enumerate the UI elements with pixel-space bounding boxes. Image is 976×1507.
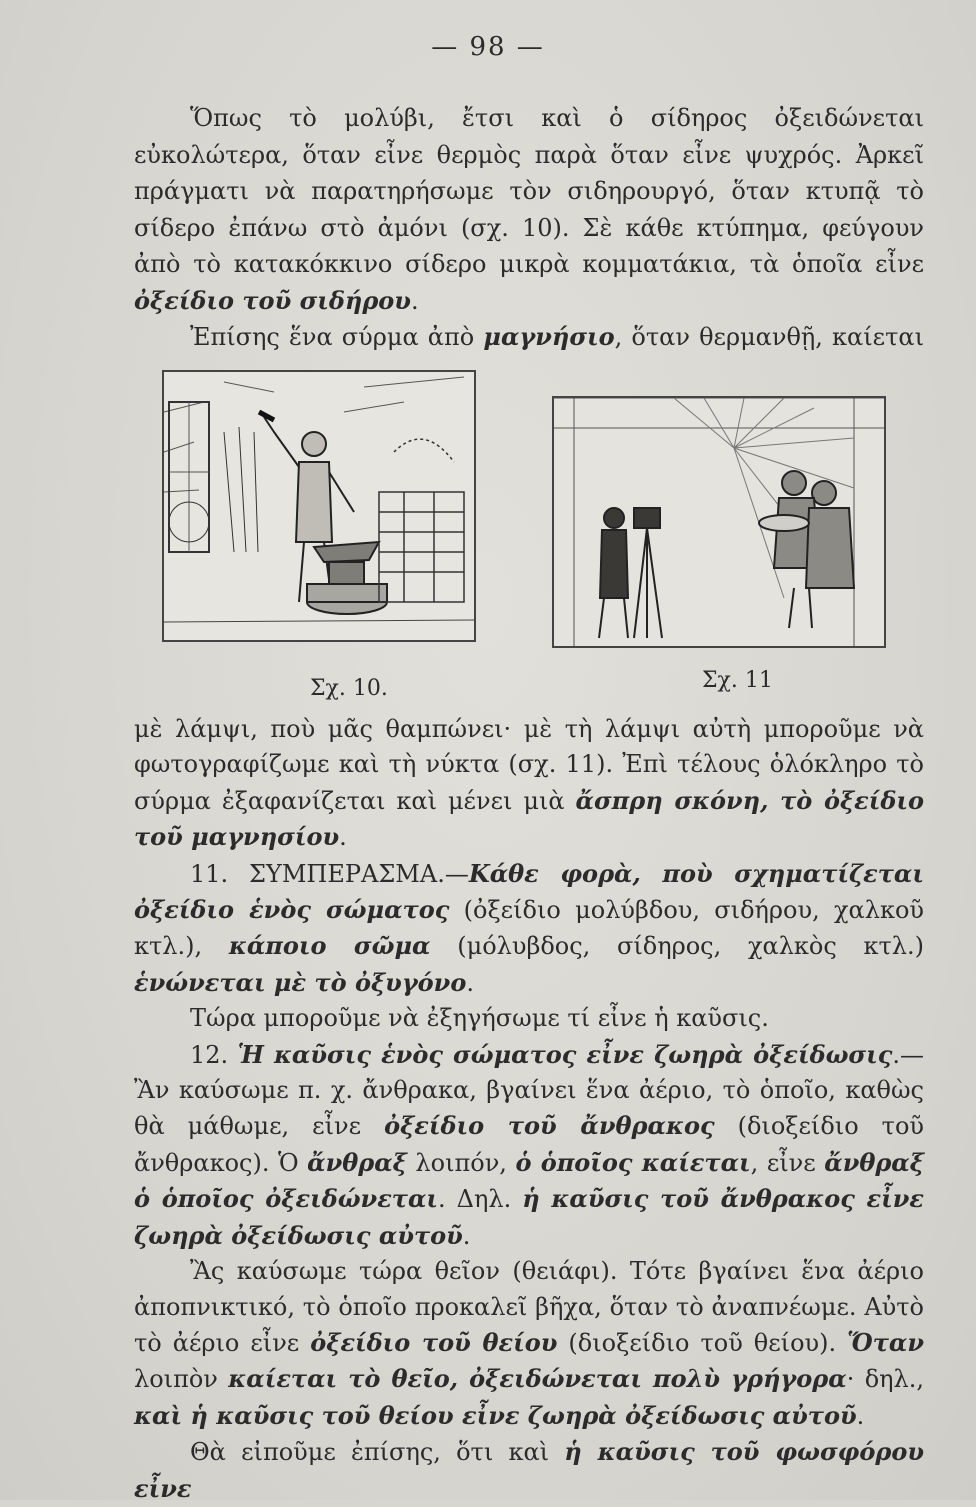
paragraph-phosphorus: Θὰ εἰποῦμε ἐπίσης, ὅτι καὶ ἡ καῦσις τοῦ φωσφόρου εἶνε <box>134 1437 924 1503</box>
emphasis-iron-oxide: ὀξείδιο τοῦ σιδήρου <box>134 285 411 315</box>
section-12-number: 12. <box>190 1040 238 1069</box>
blacksmith-drawing <box>164 372 474 640</box>
figure-11-caption: Σχ. 11 <box>702 668 773 693</box>
flash-photo-drawing <box>554 398 884 646</box>
paragraph-combustion-definition: 12. Ἡ καῦσις ἑνὸς σώματος εἶνε ζωηρὰ ὀξείδωσις.—Ἂν καύσωμε π. χ. ἄνθρακα, βγαίνει ἕνα ἀέριο, τὸ ὁποῖο, καθὼς θὰ μάθωμε, εἶνε ὀξείδιο τοῦ ἄνθρακος (διοξείδιο τοῦ ἄνθρακος). Ὁ ἄνθραξ λοιπόν, ὁ ὁποῖος καίεται, εἶνε ἄνθραξ ὁ ὁποῖος ὀξειδώνεται. Δηλ. ἡ καῦσις τοῦ ἄνθρακος εἶνε ζωηρὰ ὀξείδωσις αὐτοῦ. <box>134 1039 924 1250</box>
figure-10-blacksmith-illustration <box>162 370 476 642</box>
figure-10-caption: Σχ. 10. <box>310 676 388 701</box>
top-text-block <box>134 100 924 356</box>
section-11-heading: 11. ΣΥΜΠΕΡΑΣΜΑ.— <box>190 859 469 888</box>
paragraph-sulfur: Ἂς καύσωμε τώρα θεῖον (θειάφι). Τότε βγαίνει ἕνα ἀέριο ἀποπνικτικό, τὸ ὁποῖο προκαλεῖ βῆχα, ὅταν τὸ ἀναπνέωμε. Αὐτὸ τὸ ἀέριο εἶνε ὀξείδιο τοῦ θείου (διοξείδιο τοῦ θείου). Ὅταν λοιπὸν καίεται τὸ θεῖο, ὀξειδώνεται πολὺ γρήγορα· δηλ., καὶ ἡ καῦσις τοῦ θείου εἶνε ζωηρὰ ὀξείδωσις αὐτοῦ. <box>134 1257 925 1430</box>
page-number: — 98 — <box>431 32 545 62</box>
paragraph-magnesium-intro: Ἐπίσης ἕνα σύρμα ἀπὸ μαγνήσιο, ὅταν θερμανθῇ, καίεται <box>190 322 924 351</box>
emphasis-magnesium-oxide: ἄσπρη σκόνη, τὸ ὀξείδιο τοῦ μαγνησίου <box>134 785 924 852</box>
lower-text-block <box>134 712 924 1507</box>
emphasis-magnesium: μαγνήσιο <box>483 322 615 351</box>
figure-11-flash-photography-illustration <box>552 396 886 648</box>
paragraph-iron-oxidation: Ὅπως τὸ μολύβι, ἔτσι καὶ ὁ σίδηρος ὀξειδώνεται εὐκολώτερα, ὅταν εἶνε θερμὸς παρὰ ὅταν εἶνε ψυχρός. Ἀρκεῖ πράγματι νὰ παρατηρήσωμε τὸν σιδηρουργό, ὅταν κτυπᾷ τὸ σίδερο ἐπάνω στὸ ἀμόνι (σχ. 10). Σὲ κάθε κτύπημα, φεύγουν ἀπὸ τὸ κατακόκκινο σίδερο μικρὰ κομματάκια, τὰ ὁποῖα εἶνε ὀξείδιο τοῦ σιδήρου. <box>134 104 924 315</box>
paragraph-magnesium-flash: μὲ λάμψι, ποὺ μᾶς θαμπώνει· μὲ τὴ λάμψι αὐτὴ μποροῦμε νὰ φωτογραφίζωμε καὶ τὴ νύκτα (σχ. 11). Ἐπὶ τέλους ὁλόκληρο τὸ σύρμα ἐξαφανίζεται καὶ μένει μιὰ ἄσπρη σκόνη, τὸ ὀξείδιο τοῦ μαγνησίου. <box>134 715 924 852</box>
paragraph-combustion-intro: Τώρα μποροῦμε νὰ ἐξηγήσωμε τί εἶνε ἡ καῦσις. <box>190 1004 769 1033</box>
paragraph-conclusion: 11. ΣΥΜΠΕΡΑΣΜΑ.—Κάθε φορὰ, ποὺ σχηματίζεται ὀξείδιο ἑνὸς σώματος (ὀξείδιο μολύβδου, σιδήρου, χαλκοῦ κτλ.), κάποιο σῶμα (μόλυβδος, σίδηρος, χαλκὸς κτλ.) ἑνώνεται μὲ τὸ ὀξυγόνο. <box>134 858 925 997</box>
